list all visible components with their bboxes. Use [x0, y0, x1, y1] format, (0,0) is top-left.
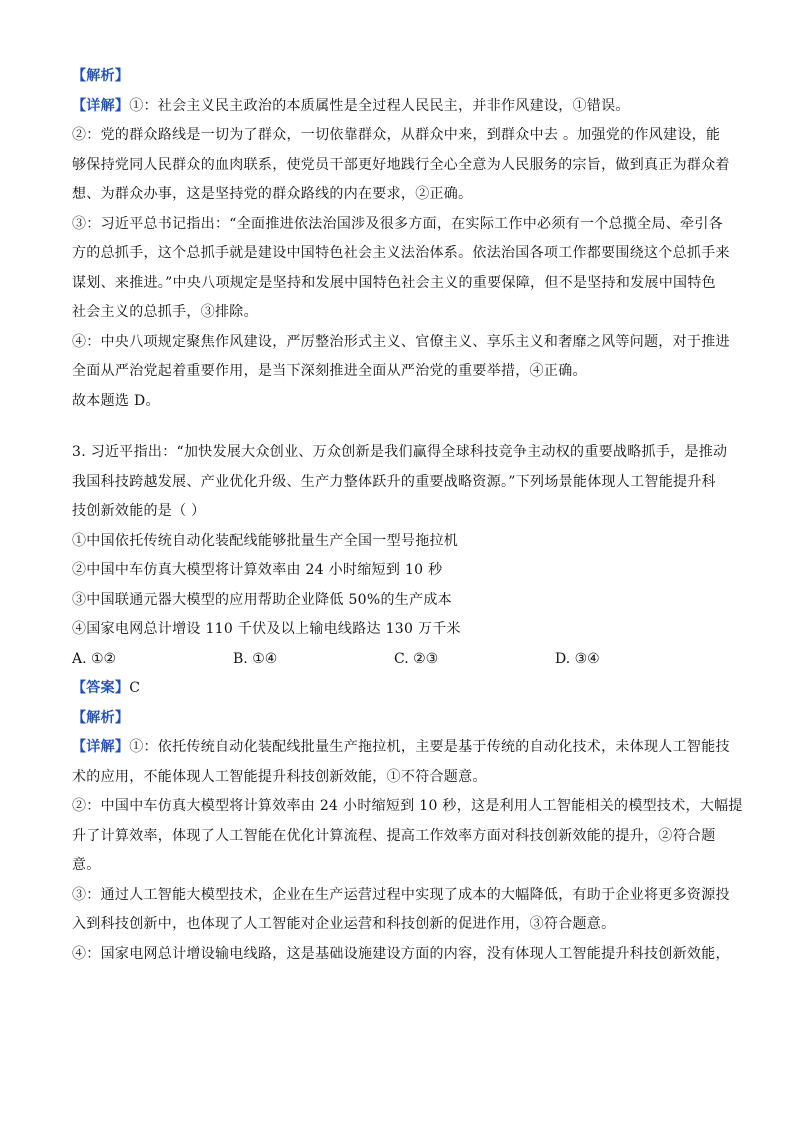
detail-line: ④：中央八项规定聚焦作风建设，严厉整治形式主义、官僚主义、享乐主义和奢靡之风等问题，对于推进: [72, 333, 730, 350]
question-stem: 3. 习近平指出：“加快发展大众创业、万众创新是我们赢得全球科技竞争主动权的重要战略抓手，是推动: [72, 444, 728, 460]
detail-line: 方的总抓手，这个总抓手就是建设中国特色社会主义法治体系。依法治国各项工作都要围绕这个总抓手来: [72, 245, 730, 261]
page-content: [72, 62, 743, 969]
detail-line: [72, 92, 727, 122]
question-stem: 我国科技跨越发展、产业优化升级、生产力整体跃升的重要战略资源。”下列场景能体现人工智能提升科: [72, 473, 716, 490]
detail-line: 想、为群众办事，这是坚持党的群众路线的内在要求，②正确。: [72, 186, 473, 202]
detail-text: ①：社会主义民主政治的本质属性是全过程人民民主，并非作风建设，①错误。: [129, 97, 630, 114]
answer-tag: 【答案】: [72, 680, 130, 696]
detail-line: 入到科技创新中，也体现了人工智能对企业运营和科技创新的促进作用，③符合题意。: [72, 916, 616, 932]
detail-line: 社会主义的总抓手，③排除。: [72, 304, 258, 320]
question-item: ①中国依托传统自动化装配线能够批量生产全国一型号拖拉机: [72, 532, 459, 549]
detail-line: 升了计算效率，体现了人工智能在优化计算流程、提高工作效率方面对科技创新效能的提升，②符合题: [72, 827, 716, 844]
option-d: D. ③④: [555, 650, 600, 667]
detail-tag: 【详解】: [72, 97, 130, 114]
detail-tag: 【详解】: [72, 739, 130, 755]
option-b: B. ①④: [233, 650, 278, 667]
detail-line: 意。: [72, 857, 101, 873]
analysis-heading-2: [72, 704, 727, 734]
detail-line: 术的应用，不能体现人工智能提升科技创新效能，①不符合题意。: [72, 768, 487, 785]
question-item: ④国家电网总计增设 110 千伏及以上输电线路达 130 万千米: [72, 621, 461, 637]
section-gap: [72, 416, 727, 438]
answer-value: C: [129, 680, 141, 696]
option-c: C. ②③: [394, 650, 439, 667]
question-stem: 技创新效能的是（ ）: [72, 503, 206, 519]
detail-line: 够保持党同人民群众的血肉联系，使党员干部更好地践行全心全意为人民服务的宗旨，做到真正为群众着: [72, 156, 730, 173]
detail-line: 全面从严治党起着重要作用，是当下深刻推进全面从严治党的重要举措，④正确。: [72, 363, 587, 379]
detail-line: 谋划、来推进。”中央八项规定是坚持和发展中国特色社会主义的重要保障，但不是坚持和发展中国特色: [72, 274, 716, 291]
answer-options: [72, 645, 727, 675]
detail-line: ③：习近平总书记指出：“全面推进依法治国涉及很多方面，在实际工作中必须有一个总揽全局、牵引各: [72, 215, 723, 232]
analysis-heading-1: [72, 62, 727, 92]
analysis-tag: 【解析】: [72, 68, 130, 84]
option-a: A. ①②: [72, 650, 117, 667]
detail-line: ②：中国中车仿真大模型将计算效率由 24 小时缩短到 10 秒，这是利用人工智能相关的模型技术，大幅提: [72, 798, 743, 814]
detail-line: ④：国家电网总计增设输电线路，这是基础设施建设方面的内容，没有体现人工智能提升科技创新效能，: [72, 945, 730, 962]
detail-line: ②：党的群众路线是一切为了群众，一切依靠群众，从群众中来，到群众中去 。加强党的作风建设，能: [72, 127, 721, 143]
detail-line: ③：通过人工智能大模型技术，企业在生产运营过程中实现了成本的大幅降低，有助于企业将更多资源投: [72, 886, 730, 903]
detail-text: ①：依托传统自动化装配线批量生产拖拉机，主要是基于传统的自动化技术，未体现人工智能技: [129, 739, 730, 755]
answer-line: [72, 674, 727, 704]
question-item: ③中国联通元器大模型的应用帮助企业降低 50%的生产成本: [72, 591, 452, 608]
detail-line: [72, 733, 730, 763]
question-item: ②中国中车仿真大模型将计算效率由 24 小时缩短到 10 秒: [72, 562, 443, 578]
conclusion-line: 故本题选 D。: [72, 392, 160, 409]
analysis-tag: 【解析】: [72, 709, 130, 726]
